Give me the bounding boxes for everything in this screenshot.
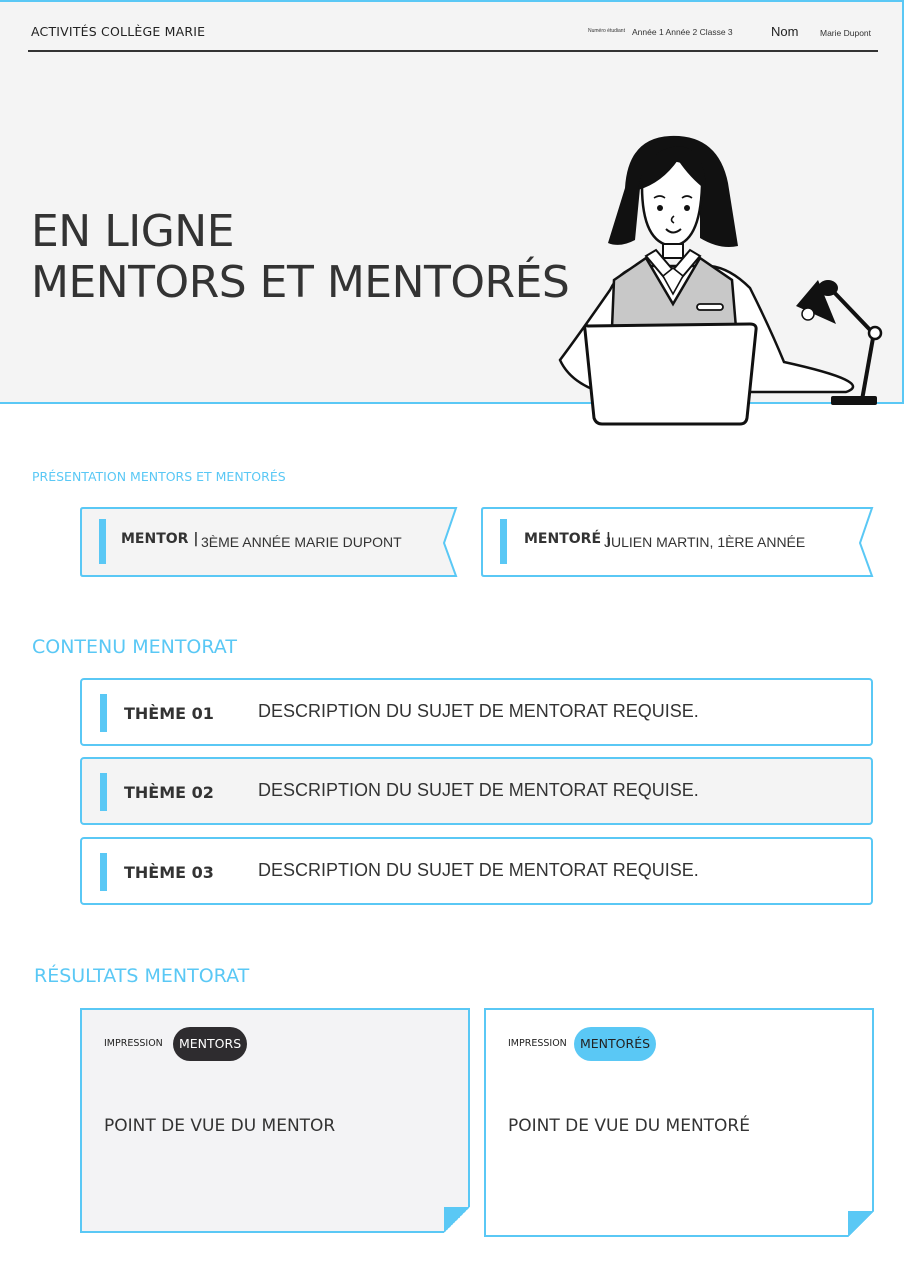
theme-description: DESCRIPTION DU SUJET DE MENTORAT REQUISE. bbox=[258, 701, 699, 721]
section-title-presentation: PRÉSENTATION MENTORS ET MENTORÉS bbox=[32, 469, 286, 484]
title-line-1: EN LIGNE bbox=[31, 206, 235, 257]
theme-row bbox=[80, 757, 873, 825]
name-value: Marie Dupont bbox=[820, 28, 872, 38]
mentee-label: MENTORÉ | bbox=[524, 531, 611, 547]
page-fold-corner bbox=[848, 1211, 874, 1237]
mentor-impression-card bbox=[80, 1008, 470, 1233]
student-years-value: Année 1 Année 2 Classe 3 bbox=[632, 27, 733, 37]
mentor-value: 3ÈME ANNÉE MARIE DUPONT bbox=[201, 534, 402, 550]
theme-row bbox=[80, 837, 873, 905]
section-title-results: RÉSULTATS MENTORAT bbox=[34, 965, 250, 987]
student-laptop-illustration bbox=[550, 128, 905, 430]
mentee-value: JULIEN MARTIN, 1ÈRE ANNÉE bbox=[604, 534, 806, 550]
top-bar bbox=[28, 2, 878, 52]
mentor-ribbon bbox=[80, 505, 460, 579]
brand-title: ACTIVITÉS COLLÈGE MARIE bbox=[31, 24, 206, 39]
theme-label: THÈME 01 bbox=[124, 704, 214, 723]
student-number-label: Numéro étudiant bbox=[588, 28, 625, 34]
mentee-viewpoint: POINT DE VUE DU MENTORÉ bbox=[508, 1116, 750, 1136]
accent-bar bbox=[100, 853, 107, 891]
accent-bar bbox=[100, 773, 107, 811]
mentor-viewpoint: POINT DE VUE DU MENTOR bbox=[104, 1116, 336, 1136]
impression-label: IMPRESSION bbox=[508, 1038, 567, 1049]
accent-bar bbox=[500, 519, 507, 564]
theme-row bbox=[80, 678, 873, 746]
theme-label: THÈME 03 bbox=[124, 863, 214, 882]
impression-label: IMPRESSION bbox=[104, 1038, 163, 1049]
mentors-tag: MENTORS bbox=[173, 1027, 247, 1061]
page-fold-corner bbox=[444, 1207, 470, 1233]
name-label: Nom bbox=[771, 24, 799, 39]
theme-label: THÈME 02 bbox=[124, 783, 214, 802]
title-line-2: MENTORS ET MENTORÉS bbox=[31, 257, 570, 308]
mentee-impression-card bbox=[484, 1008, 874, 1237]
mentee-ribbon bbox=[481, 505, 876, 579]
accent-bar bbox=[99, 519, 106, 564]
theme-description: DESCRIPTION DU SUJET DE MENTORAT REQUISE. bbox=[258, 780, 699, 800]
page-title bbox=[31, 206, 569, 308]
mentor-label: MENTOR | bbox=[121, 531, 199, 547]
accent-bar bbox=[100, 694, 107, 732]
mentees-tag: MENTORÉS bbox=[574, 1027, 656, 1061]
theme-description: DESCRIPTION DU SUJET DE MENTORAT REQUISE. bbox=[258, 860, 699, 880]
section-title-content: CONTENU MENTORAT bbox=[32, 636, 237, 658]
